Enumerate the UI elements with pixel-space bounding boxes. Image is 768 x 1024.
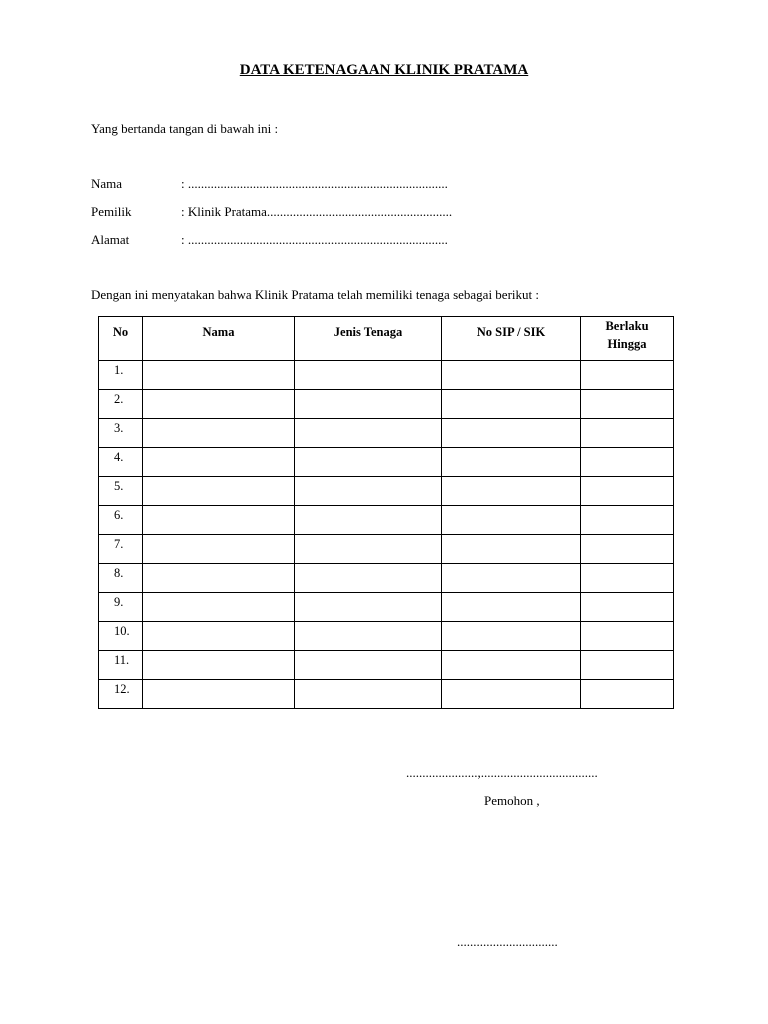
- row-number: 8.: [99, 564, 143, 593]
- cell-no-sip-sik: [442, 593, 581, 622]
- table-row: [99, 361, 674, 390]
- cell-nama: [143, 622, 295, 651]
- applicant-label: Pemohon ,: [484, 793, 540, 808]
- cell-jenis-tenaga: [295, 390, 442, 419]
- cell-nama: [143, 419, 295, 448]
- cell-nama: [143, 477, 295, 506]
- header-berlaku-hingga: [581, 317, 674, 361]
- cell-no-sip-sik: [442, 390, 581, 419]
- cell-no-sip-sik: [442, 535, 581, 564]
- table-row: [99, 477, 674, 506]
- row-number: 12.: [99, 680, 143, 709]
- cell-nama: [143, 390, 295, 419]
- intro-text: Yang bertanda tangan di bawah ini :: [91, 121, 279, 136]
- staff-table: [98, 316, 674, 709]
- cell-no-sip-sik: [442, 419, 581, 448]
- cell-jenis-tenaga: [295, 593, 442, 622]
- header-no: No: [99, 317, 143, 361]
- field-value: : ................................................................................: [181, 232, 448, 247]
- cell-no-sip-sik: [442, 361, 581, 390]
- cell-nama: [143, 651, 295, 680]
- table-row: [99, 419, 674, 448]
- table-row: [99, 390, 674, 419]
- cell-berlaku-hingga: [581, 390, 674, 419]
- table-row: [99, 593, 674, 622]
- cell-no-sip-sik: [442, 622, 581, 651]
- row-number: 1.: [99, 361, 143, 390]
- header-nama: Nama: [143, 317, 295, 361]
- cell-berlaku-hingga: [581, 593, 674, 622]
- statement-text: Dengan ini menyatakan bahwa Klinik Pratama telah memiliki tenaga sebagai berikut :: [91, 287, 539, 302]
- document-title: DATA KETENAGAAN KLINIK PRATAMA: [239, 62, 529, 78]
- row-number: 2.: [99, 390, 143, 419]
- table-row: [99, 564, 674, 593]
- cell-nama: [143, 680, 295, 709]
- staff-table-body: [99, 361, 674, 709]
- cell-berlaku-hingga: [581, 564, 674, 593]
- cell-berlaku-hingga: [581, 419, 674, 448]
- cell-jenis-tenaga: [295, 535, 442, 564]
- table-row: [99, 651, 674, 680]
- header-berlaku: Berlaku: [605, 319, 649, 333]
- cell-jenis-tenaga: [295, 419, 442, 448]
- row-number: 11.: [99, 651, 143, 680]
- header-jenis-tenaga: Jenis Tenaga: [295, 317, 442, 361]
- cell-no-sip-sik: [442, 506, 581, 535]
- field-value: : Klinik Pratama.........................................................: [181, 204, 453, 219]
- cell-jenis-tenaga: [295, 506, 442, 535]
- table-header-row: [99, 317, 674, 361]
- table-row: [99, 506, 674, 535]
- field-label: Pemilik: [91, 204, 132, 219]
- table-row: [99, 535, 674, 564]
- cell-berlaku-hingga: [581, 448, 674, 477]
- cell-jenis-tenaga: [295, 622, 442, 651]
- cell-nama: [143, 535, 295, 564]
- cell-nama: [143, 564, 295, 593]
- cell-berlaku-hingga: [581, 361, 674, 390]
- table-row: [99, 448, 674, 477]
- cell-nama: [143, 448, 295, 477]
- cell-berlaku-hingga: [581, 651, 674, 680]
- cell-jenis-tenaga: [295, 361, 442, 390]
- cell-jenis-tenaga: [295, 680, 442, 709]
- place-date-line: ......................,....................................: [406, 765, 598, 780]
- row-number: 4.: [99, 448, 143, 477]
- cell-nama: [143, 361, 295, 390]
- cell-jenis-tenaga: [295, 564, 442, 593]
- cell-nama: [143, 506, 295, 535]
- cell-berlaku-hingga: [581, 535, 674, 564]
- cell-no-sip-sik: [442, 564, 581, 593]
- header-hingga: Hingga: [607, 337, 647, 351]
- row-number: 9.: [99, 593, 143, 622]
- cell-nama: [143, 593, 295, 622]
- cell-jenis-tenaga: [295, 477, 442, 506]
- cell-berlaku-hingga: [581, 506, 674, 535]
- header-no-sip-sik: No SIP / SIK: [442, 317, 581, 361]
- signature-line: ...............................: [457, 934, 558, 949]
- table-row: [99, 680, 674, 709]
- row-number: 5.: [99, 477, 143, 506]
- cell-no-sip-sik: [442, 448, 581, 477]
- cell-berlaku-hingga: [581, 477, 674, 506]
- table-row: [99, 622, 674, 651]
- field-label: Alamat: [91, 232, 130, 247]
- row-number: 10.: [99, 622, 143, 651]
- cell-jenis-tenaga: [295, 448, 442, 477]
- cell-jenis-tenaga: [295, 651, 442, 680]
- row-number: 6.: [99, 506, 143, 535]
- field-label: Nama: [91, 176, 123, 191]
- row-number: 7.: [99, 535, 143, 564]
- cell-berlaku-hingga: [581, 680, 674, 709]
- row-number: 3.: [99, 419, 143, 448]
- cell-berlaku-hingga: [581, 622, 674, 651]
- cell-no-sip-sik: [442, 680, 581, 709]
- cell-no-sip-sik: [442, 651, 581, 680]
- field-value: : ................................................................................: [181, 176, 448, 191]
- cell-no-sip-sik: [442, 477, 581, 506]
